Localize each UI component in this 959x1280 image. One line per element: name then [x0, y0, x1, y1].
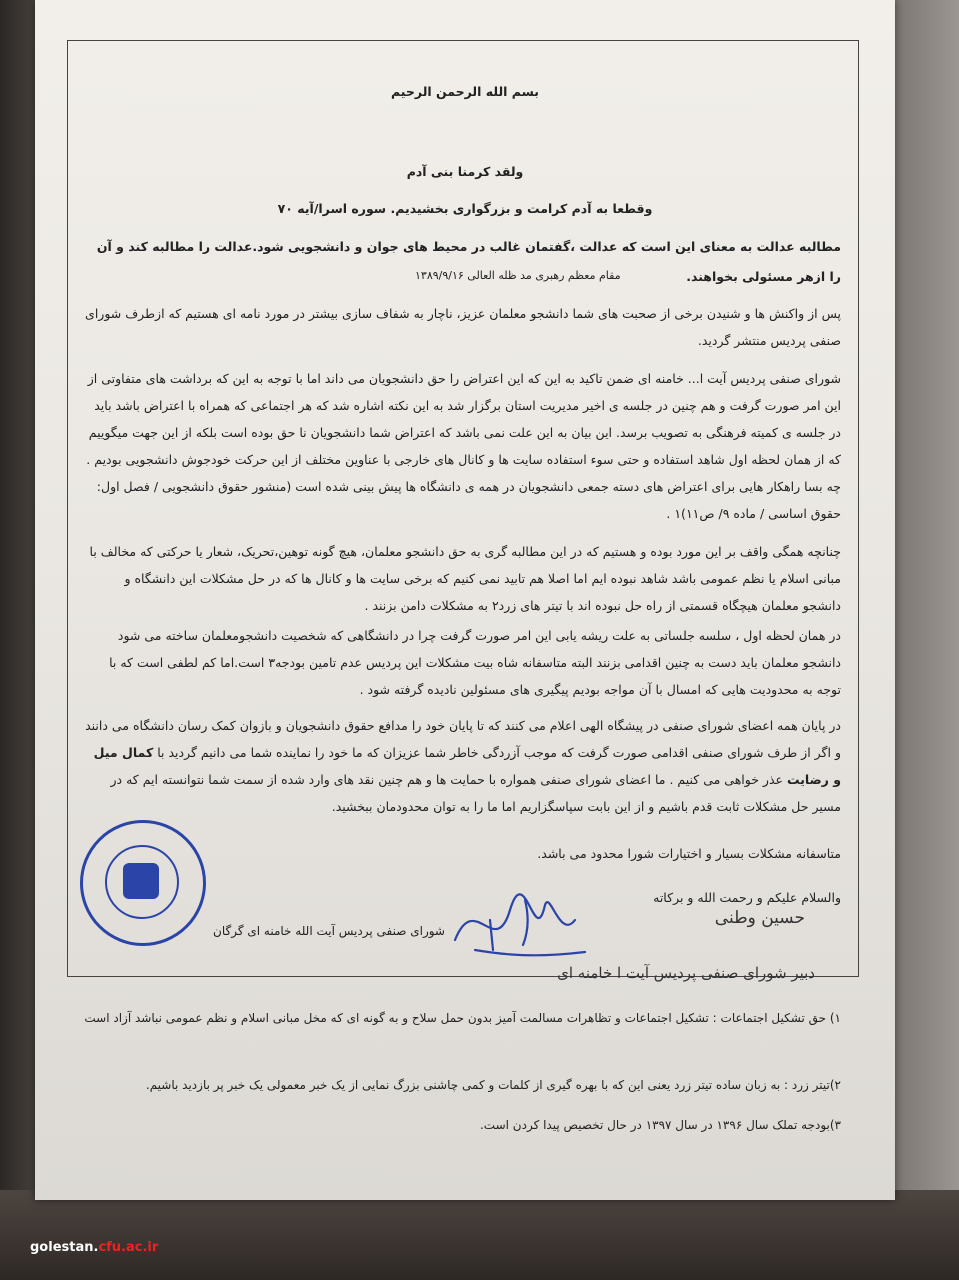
leader-quote: مطالبه عدالت به معنای این است که عدالت ،گفتمان غالب در محیط های جوان و دانشجویی شود.عدالت را مطالبه کند و آن را ازهر مسئولی بخواهند.: [96, 239, 841, 284]
paragraph-council-position: شورای صنفی پردیس آیت ا... خامنه ای ضمن تاکید به این که این اعتراض را حق دانشجویان می داند اما با توجه به این که برداشت های متفاوتی از این امر صورت گرفت و هم چنین در جلسه ی اخیر مدیریت استان برگزار شد به این نکته اشاره شد که هر اجتماعی که همراه با اعتراض باشد باید در جلسه ی کمیته فرهنگی به تصویب برسد. این بیان به این علت نمی باشد که اعتراض شما دانشجویان نا حق بوده است بلکه از این جهت میگوییم که از همان لحظه اول شاهد استفاده و حتی سوء استفاده سایت ها و کانال های خارجی با عناوین مختلف از این حرکت خودجوش دانشجویی بودیم . چه بسا راهکار هایی برای اعتراض های دسته جمعی دانشجویان در همه ی دانشگاه ها پیش بینی شده است (منشور حقوق دانشجویی / فصل اول: حقوق اساسی / ماده ۹/ ص۱۱)۱ .: [86, 371, 841, 521]
paragraph-limits: متاسفانه مشکلات بسیار و اختیارات شورا محدود می باشد.: [537, 846, 841, 861]
paragraph-budget: در همان لحظه اول ، سلسه جلساتی به علت ریشه یابی این امر صورت گرفت چرا در دانشگاهی که شخصیت دانشجومعلمان ساخته می شود دانشجو معلمان باید دست به چنین اقدامی بزنند البته متاسفانه شاه بیت مشکلات این پردیس عدم تامین بودجه۳ است.اما کم لطفی است که با توجه به محدودیت هایی که امسال با آن مواجه بودیم پیگیری های مسئولین نادیده گرفته شود .: [109, 628, 841, 697]
background-left: [0, 0, 40, 1280]
paragraph-no-insult: چنانچه همگی واقف بر این مورد بوده و هستیم که در این مطالبه گری به حق دانشجو معلمان، هیچ گونه توهین،تحریک، شعار یا حرکتی که مخالف با مبانی اسلام یا نظم عمومی باشد شاهد نبوده ایم اما اصلا هم تابید نمی کنیم که برخی سایت ها و کانال ها که در حل مشکلات این دانشگاه و دانشجو معلمان هیچگاه قسمتی از راه حل نبوده اند با تیتر های زرد۲ به مشکلات دامن بزنند .: [89, 544, 841, 613]
footnote-3: ۳)بودجه تملک سال ۱۳۹۶ در سال ۱۳۹۷ در حال تخصیص پیدا کردن است.: [479, 1118, 841, 1132]
apology-bold: کمال میل و رضایت: [93, 745, 841, 787]
footnote-1: ۱) حق تشکیل اجتماعات : تشکیل اجتماعات و تظاهرات مسالمت آمیز بدون حمل سلاح و به گونه ای که مخل مبانی اسلام و نظم عمومی نباشد آزاد است: [84, 1011, 841, 1025]
signer-name: حسین وطنی: [714, 908, 805, 928]
paragraph-apology: [83, 712, 841, 820]
paragraph-intro: پس از واکنش ها و شنیدن برخی از صحبت های شما دانشجو معلمان عزیز، ناچار به شفاف سازی بیشتر در مورد نامه ای هستیم که ازطرف شورای صنفی پردیس منتشر گردید.: [85, 306, 841, 348]
quote-source: مقام معظم رهبری مد ظله العالی ۱۳۸۹/۹/۱۶: [415, 269, 621, 282]
organization-name: شورای صنفی پردیس آیت الله خامنه ای گرگان: [213, 924, 445, 938]
signer-title: دبیر شورای صنفی پردیس آیت ا خامنه ای: [557, 964, 815, 982]
verse: ولقد کرمنا بنی آدم: [406, 164, 524, 179]
signature: [435, 880, 595, 970]
background-right: [889, 0, 959, 1280]
closing-salutation: والسلام علیکم و رحمت الله و برکاته: [653, 890, 841, 905]
apology-text-b: عذر خواهی می کنیم . ما اعضای شورای صنفی همواره با حمایت ها و هم چنین نقد های وارد شده از سمت شما نتوانسته ایم که در مسیر حل مشکلات ثابت قدم باشیم و از این بابت سپاسگزاریم اما ما را به توان محدودمان ببخشید.: [110, 772, 841, 814]
website-watermark: [30, 1240, 158, 1255]
verse-translation: وقطعا به آدم کرامت و بزرگواری بخشیدیم. سوره اسرا/آیه ۷۰: [277, 201, 653, 216]
footnote-2: ۲)تیتر زرد : به زبان ساده تیتر زرد یعنی این که با بهره گیری از کلمات و کمی چاشنی بزرگ نمایی از یک خبر معمولی یک خبر پر بازدید باشیم.: [145, 1078, 841, 1092]
official-stamp: [80, 820, 206, 946]
letter-page: [35, 0, 895, 1200]
university-logo-icon: [123, 863, 159, 899]
background-bottom: [0, 1190, 959, 1280]
watermark-site: golestan.: [30, 1240, 99, 1255]
watermark-domain: cfu.ac.ir: [98, 1240, 159, 1255]
apology-text-a: در پایان همه اعضای شورای صنفی در پیشگاه الهی اعلام می کنند که تا پایان خود را مدافع حقوق دانشجویان و بازوان کمک رسان دانشگاه می دانند و اگر از طرف شورای صنفی اقدامی صورت گرفت که موجب آزردگی خاطر شما عزیزان که ما خود را نماینده شما می دانیم گردید با: [85, 718, 841, 760]
bismillah: بسم الله الرحمن الرحیم: [391, 84, 539, 99]
